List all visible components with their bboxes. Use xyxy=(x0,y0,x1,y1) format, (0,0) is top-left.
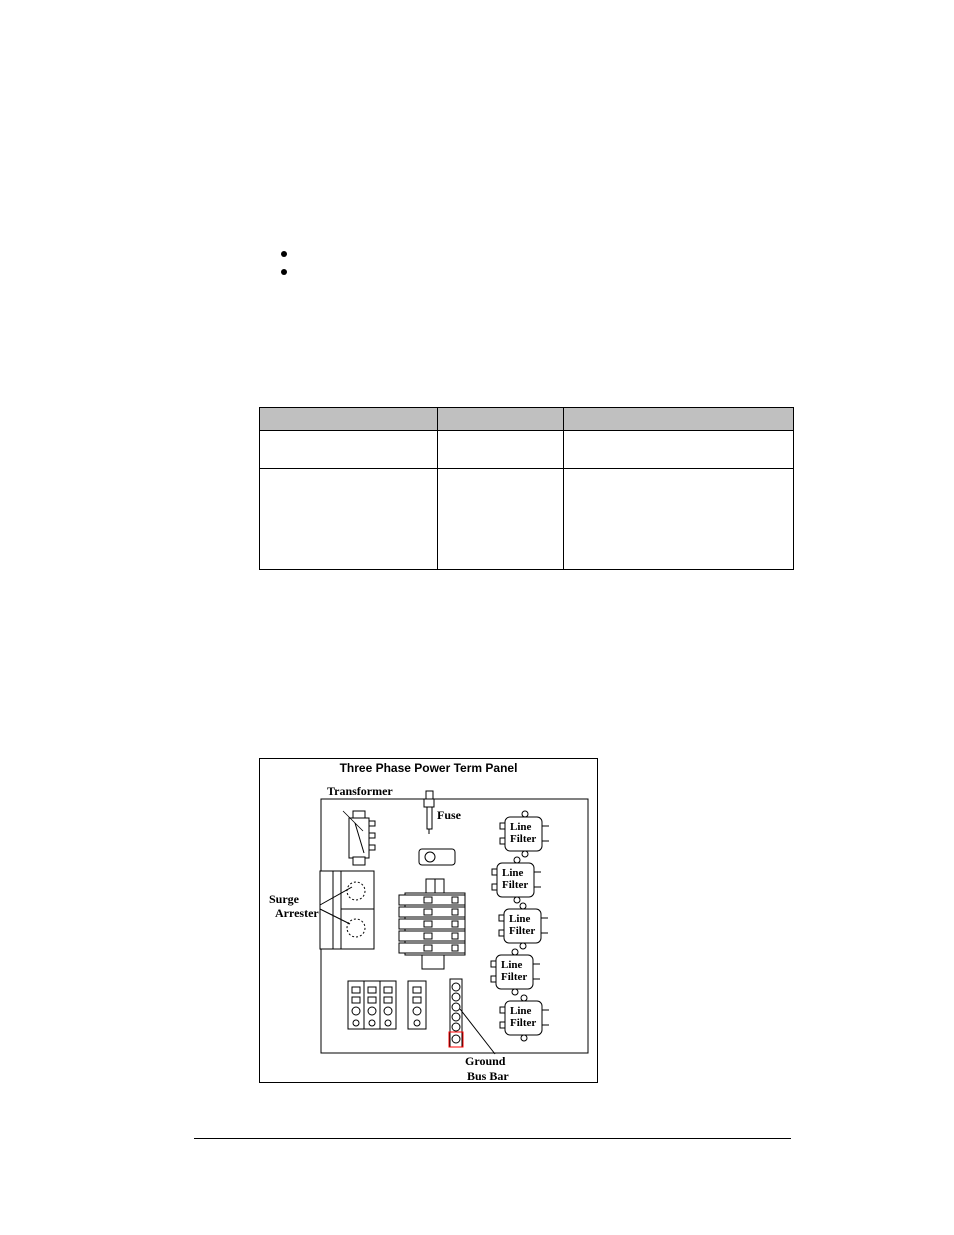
table-header-row xyxy=(260,408,793,431)
svg-text:Line xyxy=(502,867,524,879)
table-column-divider xyxy=(437,408,438,569)
terminal-block-icon xyxy=(348,981,396,1029)
line-filter-label: Filter xyxy=(510,833,537,845)
line-filter-label: Filter xyxy=(510,1017,537,1029)
transformer-icon xyxy=(343,811,375,865)
power-panel-figure xyxy=(259,758,598,1083)
footer-rule xyxy=(194,1138,791,1139)
bullet-1 xyxy=(281,251,287,257)
line-filter-label: Filter xyxy=(501,971,528,983)
surge-arrester-icon xyxy=(320,871,374,949)
line-filter-label: Line xyxy=(502,867,524,879)
figure-title: Three Phase Power Term Panel xyxy=(339,761,518,775)
fuse-icon xyxy=(424,791,434,834)
surge-arrester-label-line2: Arrester xyxy=(275,906,319,920)
svg-text:Line xyxy=(509,913,531,925)
mount-plate-icon xyxy=(419,849,455,865)
table-column-divider xyxy=(563,408,564,569)
terminal-block-icon xyxy=(408,981,426,1029)
line-filter-label: Filter xyxy=(509,925,536,937)
transformer-label: Transformer xyxy=(327,784,393,798)
line-filter-label: Line xyxy=(510,821,532,833)
fuse-label: Fuse xyxy=(437,808,461,822)
svg-text:Filter xyxy=(510,833,536,845)
svg-text:Filter xyxy=(501,971,527,983)
line-filter-label: Line xyxy=(501,959,523,971)
line-filter-label: Filter xyxy=(502,879,529,891)
svg-text:Filter xyxy=(502,879,528,891)
bullet-2 xyxy=(281,269,287,275)
svg-text:Line xyxy=(501,959,523,971)
table xyxy=(259,407,794,570)
ground-bus-bar-label-line1: Ground xyxy=(465,1054,506,1068)
svg-text:Filter xyxy=(510,1017,536,1029)
panel-diagram xyxy=(260,759,599,1084)
surge-arrester-label-line1: Surge xyxy=(269,892,299,906)
svg-text:Line xyxy=(510,1005,532,1017)
svg-text:Filter xyxy=(509,925,535,937)
line-filter-label: Line xyxy=(510,1005,532,1017)
table-row-divider xyxy=(260,468,793,469)
svg-text:Line xyxy=(510,821,532,833)
breaker-stack-icon xyxy=(399,879,465,969)
line-filter-label: Line xyxy=(509,913,531,925)
ground-bus-bar-icon xyxy=(449,979,463,1047)
ground-bus-bar-label-line2: Bus Bar xyxy=(467,1069,509,1083)
